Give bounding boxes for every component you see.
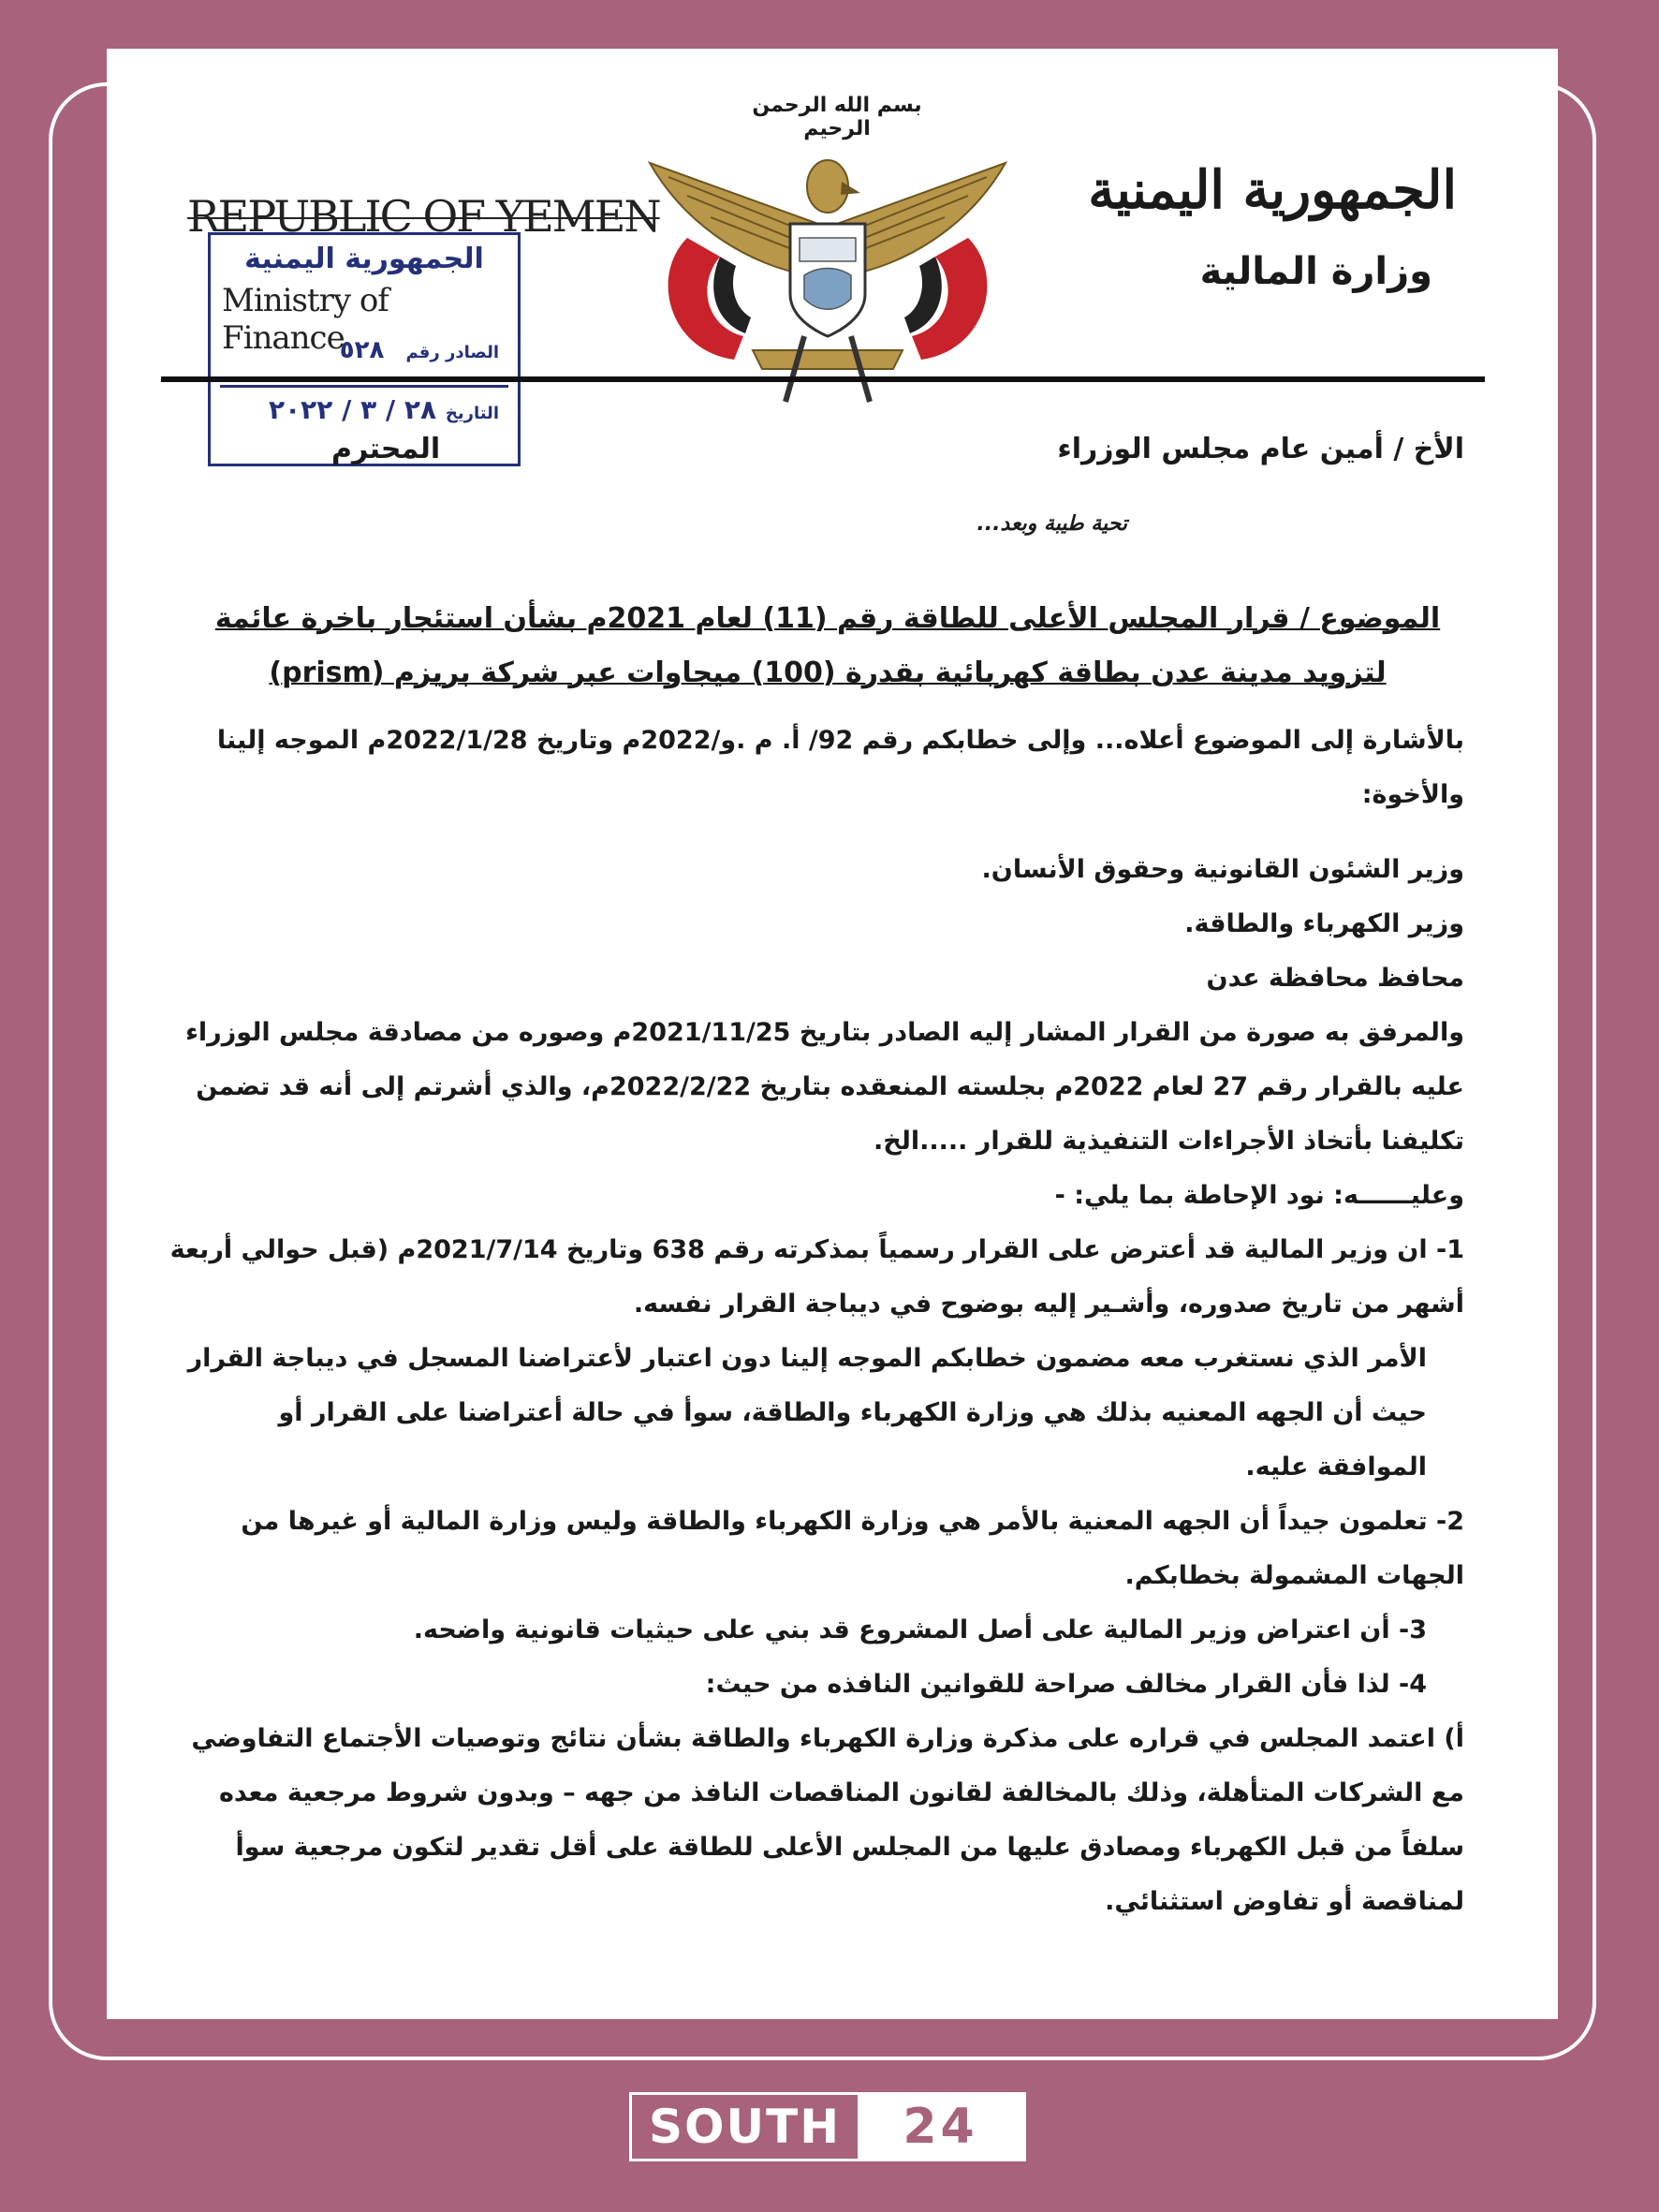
ministry-title-ar: وزارة المالية <box>1199 250 1432 293</box>
outgoing-stamp <box>208 232 521 466</box>
recipient-item: محافظ محافظة عدن <box>1206 964 1464 993</box>
stamp-number-label: الصادر رقم <box>405 343 499 362</box>
letter-body <box>163 714 1464 1929</box>
basmala: بسم الله الرحمن الرحيم <box>752 94 922 140</box>
paragraph-reference: بالأشارة إلى الموضوع أعلاه... وإلى خطابكم رقم 92/ أ. م .و/2022م وتاريخ 2022/1/28م الموجه إلينا والأخوة: <box>216 726 1464 809</box>
stamp-number-value: ٥٢٨ <box>339 336 385 364</box>
subject-line <box>191 592 1464 700</box>
yemen-eagle-emblem <box>631 135 1024 406</box>
logo-text-number: 24 <box>858 2095 1023 2159</box>
subject-line-1: الموضوع / قرار المجلس الأعلى للطاقة رقم (11) لعام 2021م بشأن استئجار باخرة عائمة <box>214 602 1441 635</box>
stamp-date-label: التاريخ <box>445 404 499 423</box>
stamp-number-row <box>228 336 499 364</box>
paragraph-attachment: والمرفق به صورة من القرار المشار إليه الصادر بتاريخ 2021/11/25م وصوره من مصادقة مجلس الوزراء عليه بالقرار رقم 27 لعام 2022م بجلسته المنعقده بتاريخ 2022/2/22م، والذي أشرتم إلى أنه قد تضمن تكليفنا بأتخاذ الأجراءات التنفيذية للقرار .....الخ. <box>185 1018 1464 1156</box>
header-rule <box>161 376 1485 382</box>
logo-text-south: SOUTH <box>649 2100 842 2154</box>
republic-title-en: REPUBLIC OF YEMEN <box>187 191 660 242</box>
list-item-4a: أ) اعتمد المجلس في قراره على مذكرة وزارة الكهرباء والطاقة بشأن نتائج وتوصيات الأجتماع التفاوضي مع الشركات المتأهلة، وذلك بالمخالفة لقانون المناقصات النافذ من جهه – وبدون شروط مرجعية معده سلفاً من قبل الكهرباء ومصادق عليها من المجلس الأعلى للطاقة على أقل تقدير لتكون مرجعية سوأ لمناقصة أو تفاوض استثنائي. <box>191 1724 1464 1916</box>
recipient-item: وزير الشئون القانونية وحقوق الأنسان. <box>981 855 1464 884</box>
paragraph-therefore: وعليــــــه: نود الإحاطة بما يلي: - <box>1054 1181 1464 1210</box>
list-item-3: 3- أن اعتراض وزير المالية على أصل المشروع قد بني على حيثيات قانونية واضحه. <box>413 1615 1427 1644</box>
list-item-1: 1- ان وزير المالية قد أعترض على القرار رسمياً بمذكرته رقم 638 وتاريخ 2021/7/14م (قبل حوالي أربعة أشهر من تاريخ صدوره، وأشـير إليه بوضوح في ديباجة القرار نفسه. <box>169 1235 1464 1319</box>
stamp-divider <box>220 385 508 388</box>
list-item-2: 2- تعلمون جيداً أن الجهه المعنية بالأمر هي وزارة الكهرباء والطاقة وليس وزارة المالية أو غيرها من الجهات المشمولة بخطابكم. <box>241 1507 1464 1590</box>
stamp-date-value: ٢٨ / ٣ / ٢٠٢٢ <box>269 394 437 425</box>
south24-logo <box>629 2092 1026 2161</box>
list-item-1-continuation: الأمر الذي نستغرب معه مضمون خطابكم الموجه إلينا دون اعتبار لأعتراضنا المسجل في ديباجة القرار حيث أن الجهه المعنيه بذلك هي وزارة الكهرباء والطاقة، سوأ في حالة أعتراضنا على القرار أو الموافقة عليه. <box>187 1344 1427 1482</box>
stamp-title: الجمهورية اليمنية <box>244 243 484 275</box>
greeting: تحية طيبة وبعد... <box>976 512 1127 536</box>
document-page <box>107 49 1558 2019</box>
subject-line-2: لتزويد مدينة عدن بطاقة كهربائية بقدرة (100) ميجاوات عبر شركة بريزم (prism) <box>269 656 1387 689</box>
list-item-4: 4- لذا فأن القرار مخالف صراحة للقوانين النافذه من حيث: <box>705 1670 1427 1699</box>
addressee-honorific: المحترم <box>331 433 441 465</box>
stamp-date-row <box>220 394 499 425</box>
addressee: الأخ / أمين عام مجلس الوزراء <box>1057 433 1464 465</box>
recipient-item: وزير الكهرباء والطاقة. <box>1184 909 1464 938</box>
republic-title-ar: الجمهورية اليمنية <box>1088 159 1457 221</box>
stamp-ministry-en: Ministry of Finance <box>222 282 389 357</box>
